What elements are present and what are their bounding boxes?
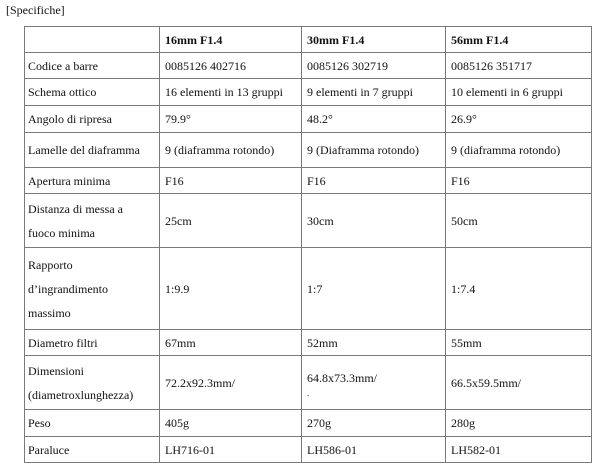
specifications-table <box>24 26 592 463</box>
cell-56mm: 9 (diaframma rotondo) <box>446 133 592 168</box>
header-56mm: 56mm F1.4 <box>446 27 592 53</box>
cell-30mm-subnote: . <box>307 387 310 398</box>
cell-16mm: 25cm <box>160 194 302 248</box>
table-row <box>25 194 592 248</box>
cell-56mm: 26.9° <box>446 106 592 133</box>
row-label: Lamelle del diaframma <box>25 133 160 168</box>
cell-56mm: 1:7.4 <box>446 248 592 330</box>
cell-30mm-value: 64.8x73.3mm/ <box>307 370 378 385</box>
table-row <box>25 106 592 133</box>
cell-56mm: F16 <box>446 168 592 194</box>
table-row <box>25 168 592 194</box>
row-label: Apertura minima <box>25 168 160 194</box>
cell-30mm: 9 elementi in 7 gruppi <box>302 79 446 106</box>
cell-16mm: 79.9° <box>160 106 302 133</box>
cell-30mm: 0085126 302719 <box>302 53 446 79</box>
cell-56mm: 55mm <box>446 330 592 356</box>
table-header-row <box>25 27 592 53</box>
cell-56mm: 10 elementi in 6 gruppi <box>446 79 592 106</box>
section-heading: [Specifiche] <box>6 3 65 17</box>
cell-16mm: 0085126 402716 <box>160 53 302 79</box>
table-row <box>25 53 592 79</box>
row-label-line: Dimensioni <box>28 363 84 378</box>
row-label-line: Rapporto <box>28 257 73 272</box>
row-label: Peso <box>25 410 160 437</box>
cell-30mm: LH586-01 <box>302 437 446 463</box>
cell-16mm: 1:9.9 <box>160 248 302 330</box>
table-row <box>25 79 592 106</box>
cell-30mm: 52mm <box>302 330 446 356</box>
table-row <box>25 437 592 463</box>
cell-16mm: 405g <box>160 410 302 437</box>
table-row <box>25 330 592 356</box>
table-row <box>25 410 592 437</box>
cell-56mm: 50cm <box>446 194 592 248</box>
cell-30mm: 1:7 <box>302 248 446 330</box>
row-label-line: massimo <box>28 305 71 320</box>
cell-30mm: 48.2° <box>302 106 446 133</box>
cell-30mm: 30cm <box>302 194 446 248</box>
row-label <box>25 248 160 330</box>
table-row <box>25 356 592 410</box>
row-label: Codice a barre <box>25 53 160 79</box>
row-label: Diametro filtri <box>25 330 160 356</box>
cell-56mm: LH582-01 <box>446 437 592 463</box>
header-16mm: 16mm F1.4 <box>160 27 302 53</box>
cell-16mm: 9 (diaframma rotondo) <box>160 133 302 168</box>
cell-16mm: 72.2x92.3mm/ <box>160 356 302 410</box>
header-empty-cell <box>25 27 160 53</box>
cell-16mm: F16 <box>160 168 302 194</box>
cell-30mm: 9 (Diaframma rotondo) <box>302 133 446 168</box>
row-label-line: (diametroxlunghezza) <box>28 387 134 402</box>
cell-16mm: LH716-01 <box>160 437 302 463</box>
cell-16mm: 67mm <box>160 330 302 356</box>
cell-30mm: F16 <box>302 168 446 194</box>
cell-56mm: 280g <box>446 410 592 437</box>
row-label-line: Distanza di messa a <box>28 201 123 216</box>
row-label <box>25 194 160 248</box>
cell-56mm: 66.5x59.5mm/ <box>446 356 592 410</box>
cell-56mm: 0085126 351717 <box>446 53 592 79</box>
row-label-line: d’ingrandimento <box>28 281 108 296</box>
row-label: Angolo di ripresa <box>25 106 160 133</box>
table-row <box>25 248 592 330</box>
table-row <box>25 133 592 168</box>
header-30mm: 30mm F1.4 <box>302 27 446 53</box>
cell-30mm <box>302 356 446 410</box>
row-label: Paraluce <box>25 437 160 463</box>
row-label-line: fuoco minima <box>28 225 95 240</box>
cell-30mm: 270g <box>302 410 446 437</box>
row-label: Schema ottico <box>25 79 160 106</box>
row-label <box>25 356 160 410</box>
cell-16mm: 16 elementi in 13 gruppi <box>160 79 302 106</box>
